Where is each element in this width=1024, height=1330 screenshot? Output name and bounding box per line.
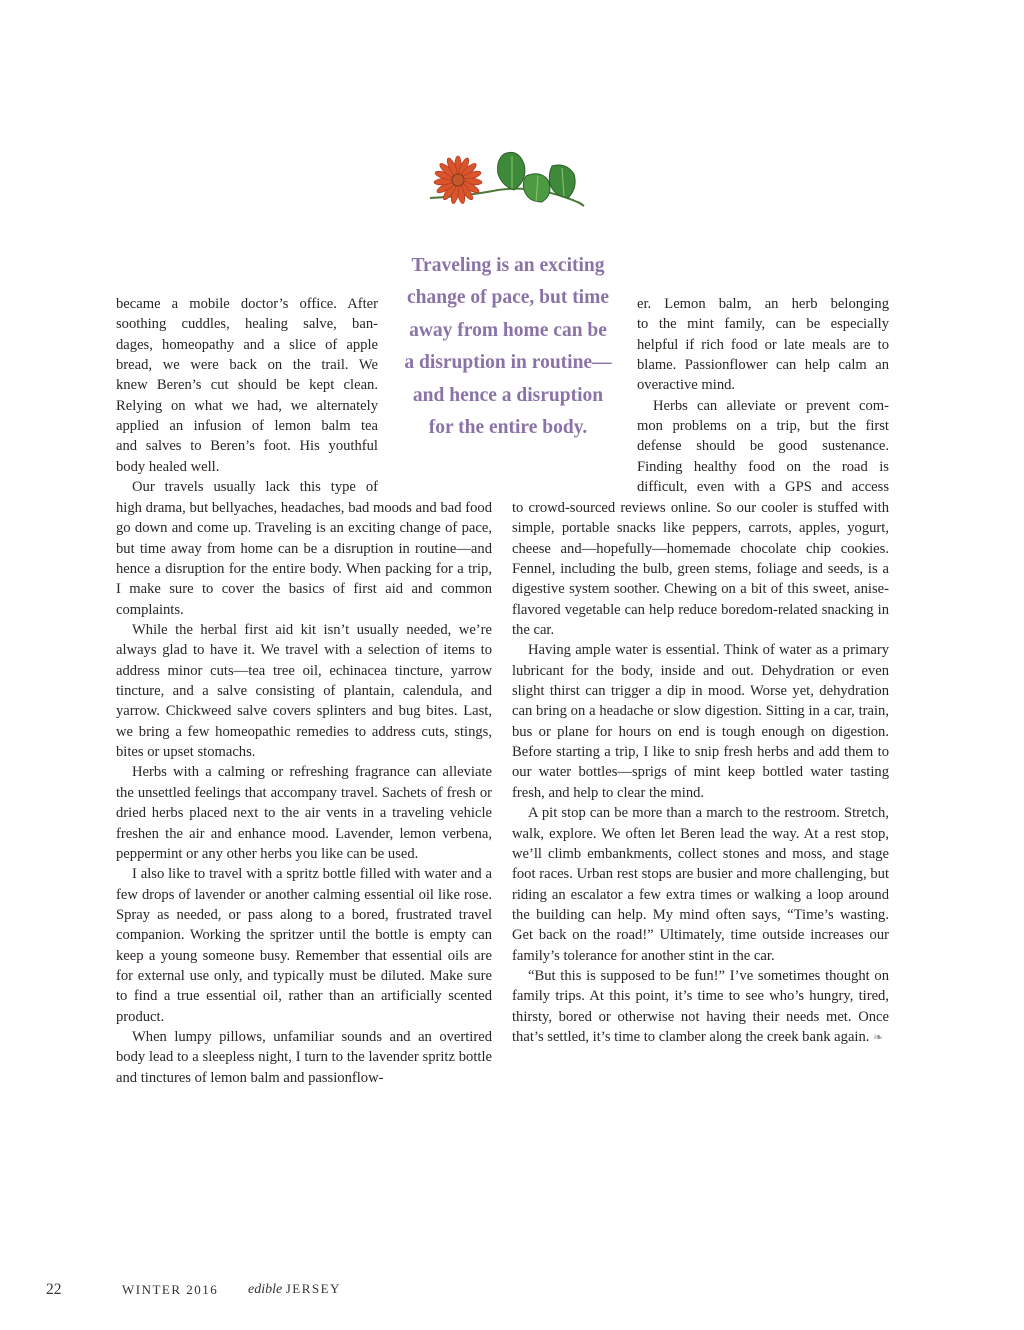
text-line: defense should be good sustenance. xyxy=(637,438,889,455)
text-line: er. Lemon balm, an herb belonging xyxy=(637,296,889,312)
article-column-left-top xyxy=(116,294,378,497)
text-line: helpful if rich food or late meals are to xyxy=(637,336,889,353)
text-line: Relying on what we had, we alternately xyxy=(116,397,378,414)
magazine-brand xyxy=(248,1281,341,1298)
paragraph: A pit stop can be more than a march to the restroom. Stretch, walk, explore. We often let Beren lead the way. At a rest stop, we’ll climb embankments, collect stones and moss, and stage foot races. Urban rest stops are busier and more challenging, but riding an escalator a few extra times or walking a loop around the building can help. My mind often says, “Time’s wasting. Get back on the road!” Ultimately, time outside increases our family’s tolerance for another stint in the car. xyxy=(512,805,889,964)
pull-quote-line: away from home can be xyxy=(409,319,607,341)
text-line: Finding healthy food on the road is xyxy=(637,458,889,475)
text-line: to the mint family, can be especially xyxy=(637,316,889,333)
page-number: 22 xyxy=(46,1281,62,1298)
article-column-right xyxy=(512,498,889,1047)
paragraph: Having ample water is essential. Think of water as a primary lubricant for the body, inside and out. Dehydration or even slight thirst can trigger a dip in mood. Worse yet, dehydration can bring on a headache or slow digestion. Sitting in a car, train, bus or plane for hours on end is tough enough on digestion. Before starting a trip, I like to snip fresh herbs and add them to our water bottles—sprigs of mint keep bottled water tasting fresh, and help to clear the mind. xyxy=(512,642,889,801)
page-footer xyxy=(0,1281,1024,1301)
text-line: soothing cuddles, healing salve, ban- xyxy=(116,316,378,333)
text-line: blame. Passionflower can help calm an xyxy=(637,357,889,374)
text-line: mon problems on a trip, but the first xyxy=(637,418,889,435)
issue-label: WINTER 2016 xyxy=(122,1282,219,1297)
text-line: bread, we were back on the trail. We xyxy=(116,357,378,374)
text-line: became a mobile doctor’s office. After xyxy=(116,296,378,312)
paragraph: While the herbal first aid kit isn’t usually needed, we’re always glad to have it. We travel with a selection of items to address minor cuts—tea tree oil, echinacea tincture, yarrow tincture, and a salve consisting of plantain, calendula, and yarrow. Chickweed salve covers splinters and bug bites. Last, we bring a few homeopathic remedies to address cuts, stings, bites or upset stomachs. xyxy=(116,622,492,761)
paragraph: Herbs with a calming or refreshing fragrance can alleviate the unsettled feelings that accompany travel. Sachets of fresh or dried herbs placed next to the air vents in a traveling vehicle freshen the air and enhance mood. Lavender, lemon verbena, peppermint or any other herbs you like can be used. xyxy=(116,764,492,862)
text-line: difficult, even with a GPS and access xyxy=(637,479,889,496)
article-column-left xyxy=(116,498,492,1088)
text-line: applied an infusion of lemon balm tea xyxy=(116,418,378,435)
pull-quote-line: for the entire body. xyxy=(428,417,588,439)
pull-quote-line: Traveling is an exciting xyxy=(411,255,605,276)
end-mark-icon: ❧ xyxy=(873,1029,884,1044)
pull-quote xyxy=(392,250,624,444)
text-line: Herbs can alleviate or prevent com- xyxy=(653,397,889,414)
text-line: Our travels usually lack this type of xyxy=(132,479,378,496)
paragraph-text: “But this is supposed to be fun!” I’ve sometimes thought on family trips. At this point, it’s time to see who’s hungry, tired, thirsty, bored or otherwise not having their needs met. Once that’s settled, it’s time to clamber along the creek bank again. xyxy=(512,967,889,1045)
text-line: dages, homeopathy and a slice of apple xyxy=(116,336,378,353)
paragraph: I also like to travel with a spritz bottle filled with water and a few drops of lavender or another calming essential oil like rose. Spray as needed, or pass along to a bored, frustrated travel companion. Working the spritzer until the bottle is empty can keep a young someone busy. Remember that essential oils are for external use only, and typically must be diluted. Make sure to find a true essential oil, rather than an artificially scented product. xyxy=(116,866,492,1025)
pull-quote-line: change of pace, but time xyxy=(406,287,610,309)
brand-italic: edible xyxy=(248,1282,283,1297)
text-line: knew Beren’s cut should be kept clean. xyxy=(116,377,378,394)
brand-caps: JERSEY xyxy=(285,1281,341,1296)
text-line: and salves to Beren’s foot. His youthful xyxy=(116,438,378,455)
article-column-right-top xyxy=(637,294,889,497)
paragraph: to crowd-sourced reviews online. So our cooler is stuffed with simple, portable snacks like peppers, carrots, apples, yogurt, cheese and—hopefully—homemade chocolate chip cookies. Fennel, including the bulb, green stems, foliage and seeds, is a digestive system soother. Chewing on a bit of this sweet, anise-flavored vegetable can help reduce boredom-related snacking in the car. xyxy=(512,500,889,639)
paragraph: When lumpy pillows, unfamiliar sounds and an overtired body lead to a sleepless night, I turn to the lavender spritz bottle and tinctures of lemon balm and passionflow- xyxy=(116,1028,492,1086)
pull-quote-line: and hence a disruption xyxy=(412,384,604,406)
text-line: overactive mind. xyxy=(637,377,736,394)
paragraph: high drama, but bellyaches, headaches, bad moods and bad food go down and come up. Traveling is an exciting change of pace, but time away from home can be a disruption in routine—and hence a disruption for the entire body. When packing for a trip, I make sure to cover the basics of first aid and common complaints. xyxy=(116,500,492,618)
paragraph xyxy=(512,966,889,1047)
text-line: body healed well. xyxy=(116,458,220,475)
pull-quote-line: a disruption in routine— xyxy=(404,352,612,374)
calendula-and-lemon-balm-icon xyxy=(428,146,586,218)
